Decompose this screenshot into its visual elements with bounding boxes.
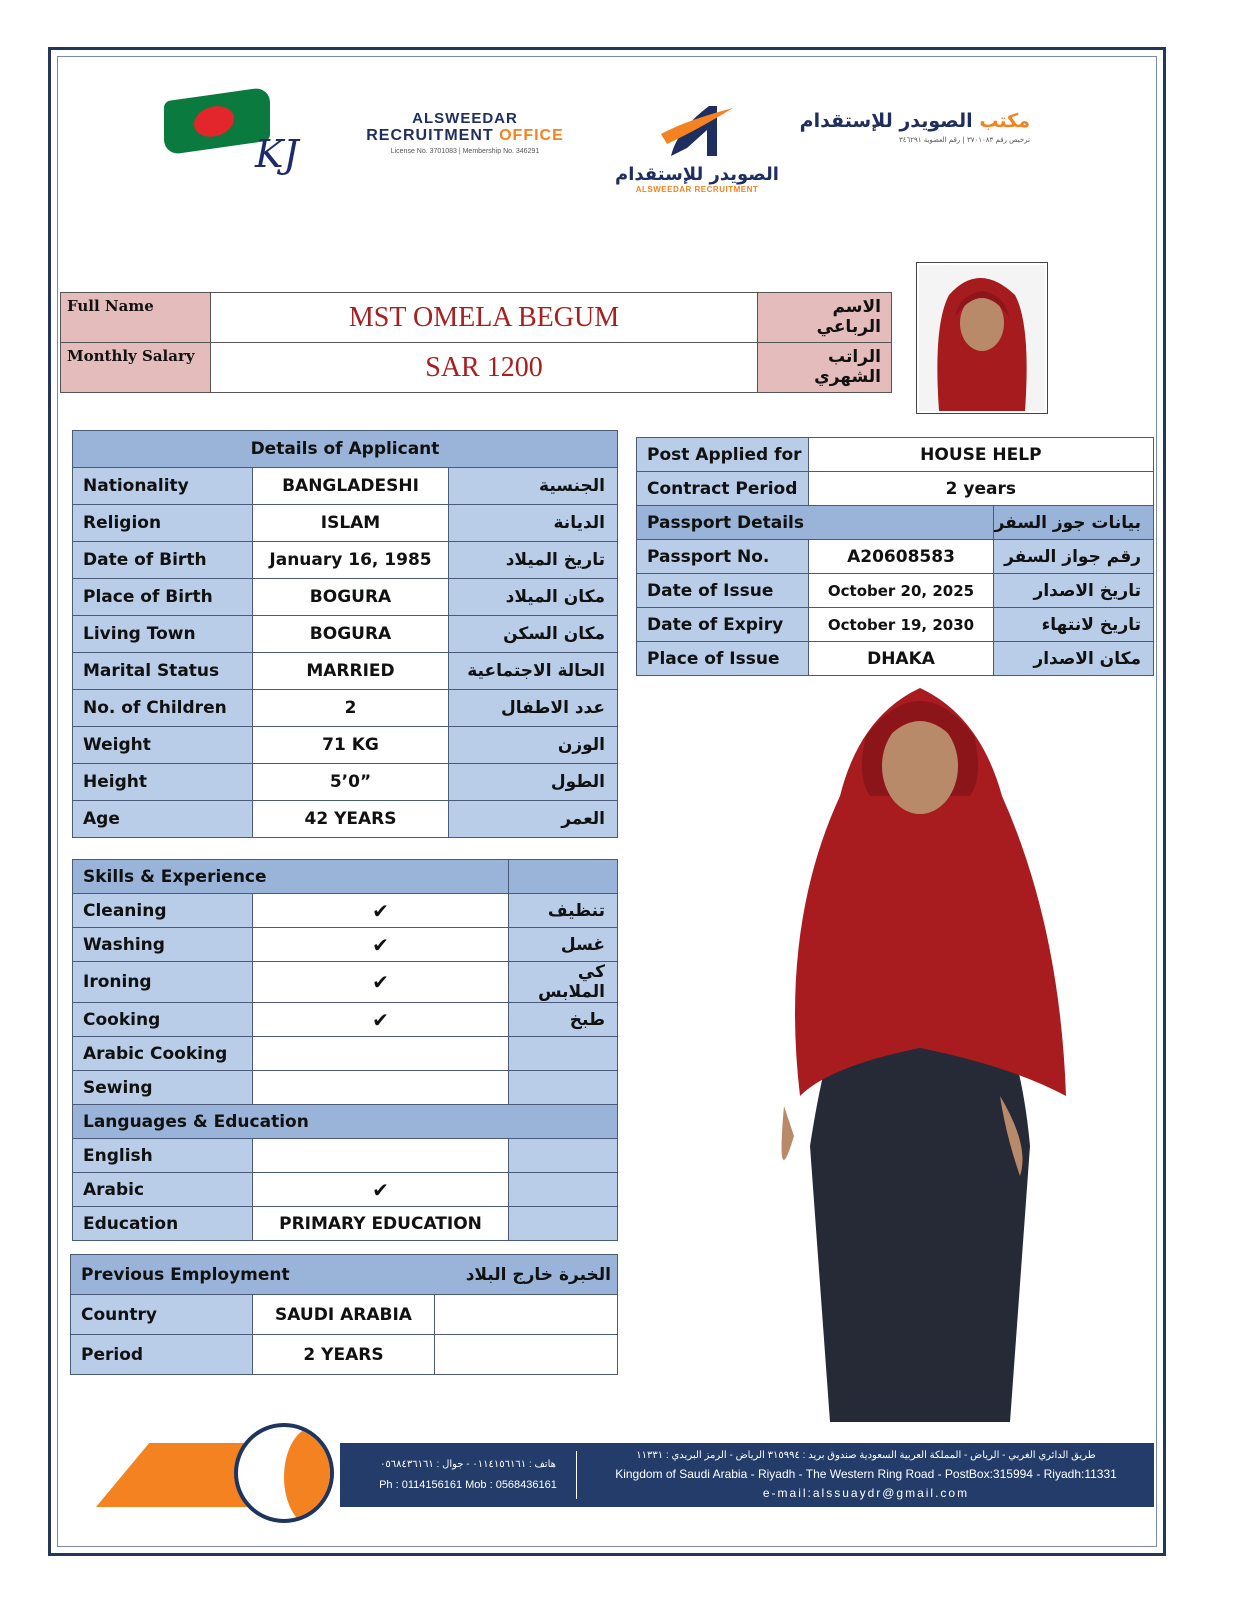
- table-row: [637, 506, 1154, 540]
- row-arabic-label: الجنسية: [449, 468, 618, 505]
- footer-address-english: Kingdom of Saudi Arabia - Riyadh - The Western Ring Road - PostBox:315994 - Riyadh:11331: [615, 1467, 1117, 1481]
- row-arabic-label: تاريخ لانتهاء: [994, 608, 1154, 642]
- kj-logo: KJ: [255, 132, 299, 176]
- footer-address: [586, 1446, 1146, 1503]
- employment-label: Country: [71, 1295, 253, 1335]
- row-value: 2: [253, 690, 449, 727]
- row-label: Nationality: [73, 468, 253, 505]
- employment-value: SAUDI ARABIA: [253, 1295, 435, 1335]
- table-row: [73, 579, 618, 616]
- row-arabic-label: تاريخ الميلاد: [449, 542, 618, 579]
- table-row: [73, 653, 618, 690]
- table-row: [73, 1037, 618, 1071]
- footer-logo-circle-icon: [234, 1423, 334, 1523]
- table-row: [73, 616, 618, 653]
- arabic-logo-title-a: مكتب: [979, 110, 1030, 132]
- row-label: Religion: [73, 505, 253, 542]
- table-row: [71, 1295, 618, 1335]
- skill-arabic-label: [509, 1037, 618, 1071]
- office-logo: [360, 110, 570, 155]
- employment-label: Period: [71, 1335, 253, 1375]
- footer-address-arabic: طريق الدائري الغربي - الرياض - المملكة العربية السعودية صندوق بريد : ٣١٥٩٩٤ الرياض - الرمز البريدي : ١١٣٣١: [636, 1450, 1096, 1461]
- center-logo-arabic: الصويدر للإستقدام: [615, 164, 779, 185]
- table-row: [73, 1173, 618, 1207]
- row-value: 71 KG: [253, 727, 449, 764]
- table-row: [73, 542, 618, 579]
- row-arabic-label: مكان السكن: [449, 616, 618, 653]
- salary-arabic-label: الراتب الشهري: [758, 343, 892, 393]
- row-value: BOGURA: [253, 579, 449, 616]
- table-row: [73, 690, 618, 727]
- table-row: [637, 608, 1154, 642]
- row-label: Marital Status: [73, 653, 253, 690]
- passport-details-arabic-title: بيانات جوز السفر: [994, 506, 1154, 540]
- row-label: Height: [73, 764, 253, 801]
- skill-label: Ironing: [73, 962, 253, 1003]
- center-logo: [612, 100, 782, 200]
- arabic-logo-license: ترخيص رقم ٣٧٠١٠٨٣ | رقم العضوية ٣٤٦٢٩١: [898, 136, 1030, 144]
- row-label: Age: [73, 801, 253, 838]
- arabic-logo: [790, 110, 1030, 144]
- employment-title-row: [71, 1255, 618, 1295]
- full-body-photo: [770, 676, 1070, 1422]
- skill-arabic-label: غسل: [509, 928, 618, 962]
- row-value: MARRIED: [253, 653, 449, 690]
- employment-table: [70, 1254, 618, 1375]
- row-arabic-label: العمر: [449, 801, 618, 838]
- row-value: BANGLADESHI: [253, 468, 449, 505]
- language-blank: [509, 1139, 618, 1173]
- employment-blank: [435, 1295, 618, 1335]
- skills-title-blank: [509, 860, 618, 894]
- arabic-logo-title-b: الصويدر للإستقدام: [799, 110, 973, 132]
- table-row: [73, 1207, 618, 1241]
- office-logo-subtitle: [360, 127, 570, 145]
- row-arabic-label: الديانة: [449, 505, 618, 542]
- a-letter-icon: [657, 100, 737, 160]
- employment-title: Previous Employment: [81, 1264, 290, 1285]
- table-row: [73, 764, 618, 801]
- footer: [58, 1443, 1154, 1507]
- row-label: Place of Birth: [73, 579, 253, 616]
- row-arabic-label: الطول: [449, 764, 618, 801]
- flag-disc: [194, 104, 234, 140]
- table-row: [73, 962, 618, 1003]
- skill-label: Cleaning: [73, 894, 253, 928]
- table-row: [73, 1071, 618, 1105]
- row-value: BOGURA: [253, 616, 449, 653]
- table-row: [73, 505, 618, 542]
- footer-divider: [576, 1451, 577, 1499]
- row-label: Living Town: [73, 616, 253, 653]
- skills-title: Skills & Experience: [73, 860, 509, 894]
- skill-arabic-label: تنظيف: [509, 894, 618, 928]
- full-name-value: MST OMELA BEGUM: [211, 293, 758, 343]
- salary-label: Monthly Salary: [61, 343, 211, 393]
- table-row: [637, 540, 1154, 574]
- row-label: Weight: [73, 727, 253, 764]
- skill-label: Cooking: [73, 1003, 253, 1037]
- row-arabic-label: الوزن: [449, 727, 618, 764]
- row-value: October 20, 2025: [808, 574, 994, 608]
- row-label: Passport No.: [637, 540, 809, 574]
- table-row: [637, 438, 1154, 472]
- table-row: [73, 468, 618, 505]
- check-icon: ✔: [253, 962, 509, 1003]
- check-icon: ✔: [253, 894, 509, 928]
- row-label: Date of Issue: [637, 574, 809, 608]
- table-row: [637, 642, 1154, 676]
- footer-contact-bar: [340, 1443, 1154, 1507]
- salary-value: SAR 1200: [211, 343, 758, 393]
- row-arabic-label: تاريخ الاصدار: [994, 574, 1154, 608]
- row-value: A20608583: [808, 540, 994, 574]
- table-row: [73, 928, 618, 962]
- contract-label: Contract Period: [637, 472, 809, 506]
- language-blank: [509, 1173, 618, 1207]
- employment-arabic-title: الخبرة خارج البلاد: [465, 1264, 611, 1285]
- post-value: HOUSE HELP: [808, 438, 1153, 472]
- table-row: [73, 1003, 618, 1037]
- footer-phone-english: Ph : 0114156161 Mob : 0568436161: [379, 1479, 557, 1491]
- office-logo-license: License No. 3701083 | Membership No. 346291: [390, 148, 540, 155]
- name-table: [60, 292, 892, 393]
- row-arabic-label: رقم جواز السفر: [994, 540, 1154, 574]
- row-value: October 19, 2030: [808, 608, 994, 642]
- row-label: Place of Issue: [637, 642, 809, 676]
- table-row: [71, 1335, 618, 1375]
- table-row: [73, 801, 618, 838]
- check-icon: ✔: [253, 1003, 509, 1037]
- skill-label: Arabic Cooking: [73, 1037, 253, 1071]
- skill-label: Sewing: [73, 1071, 253, 1105]
- footer-phone: [370, 1455, 566, 1495]
- row-value: DHAKA: [808, 642, 994, 676]
- office-logo-subtitle-a: RECRUITMENT: [366, 127, 494, 144]
- footer-email: e-mail:alssuaydr@gmail.com: [762, 1486, 970, 1500]
- full-name-label: Full Name: [61, 293, 211, 343]
- check-icon: ✔: [253, 1173, 509, 1207]
- language-label: Arabic: [73, 1173, 253, 1207]
- passport-photo: [916, 262, 1048, 414]
- row-arabic-label: مكان الاصدار: [994, 642, 1154, 676]
- applicant-details-table: [72, 430, 618, 838]
- table-row: [637, 472, 1154, 506]
- skill-arabic-label: [509, 1071, 618, 1105]
- check-icon: ✔: [253, 928, 509, 962]
- table-row: [73, 894, 618, 928]
- skill-value: [253, 1037, 509, 1071]
- language-value: [253, 1139, 509, 1173]
- table-row: [73, 727, 618, 764]
- passport-table: [636, 437, 1154, 676]
- education-blank: [509, 1207, 618, 1241]
- skill-label: Washing: [73, 928, 253, 962]
- education-value: PRIMARY EDUCATION: [253, 1207, 509, 1241]
- office-logo-subtitle-b: OFFICE: [499, 127, 564, 144]
- education-label: Education: [73, 1207, 253, 1241]
- skill-arabic-label: طبخ: [509, 1003, 618, 1037]
- center-logo-english: ALSWEEDAR RECRUITMENT: [635, 185, 759, 194]
- skills-table: [72, 859, 618, 1241]
- skill-arabic-label: كي الملابس: [509, 962, 618, 1003]
- employment-blank: [435, 1335, 618, 1375]
- full-name-arabic-label: الاسم الرباعي: [758, 293, 892, 343]
- row-arabic-label: عدد الاطفال: [449, 690, 618, 727]
- office-logo-name: ALSWEEDAR: [412, 110, 518, 127]
- languages-title: Languages & Education: [73, 1105, 618, 1139]
- row-arabic-label: مكان الميلاد: [449, 579, 618, 616]
- row-value: 42 YEARS: [253, 801, 449, 838]
- footer-phone-arabic: هاتف : ٠١١٤١٥٦١٦١ - جوال : ٠٥٦٨٤٣٦١٦١: [380, 1459, 556, 1470]
- post-label: Post Applied for: [637, 438, 809, 472]
- row-value: 5’0”: [253, 764, 449, 801]
- skill-value: [253, 1071, 509, 1105]
- row-arabic-label: الحالة الاجتماعية: [449, 653, 618, 690]
- employment-value: 2 YEARS: [253, 1335, 435, 1375]
- table-row: [637, 574, 1154, 608]
- language-label: English: [73, 1139, 253, 1173]
- row-label: No. of Children: [73, 690, 253, 727]
- row-label: Date of Birth: [73, 542, 253, 579]
- contract-value: 2 years: [808, 472, 1153, 506]
- passport-details-title: Passport Details: [637, 506, 994, 540]
- row-value: January 16, 1985: [253, 542, 449, 579]
- row-value: ISLAM: [253, 505, 449, 542]
- details-title: Details of Applicant: [73, 431, 618, 468]
- arabic-logo-title: [790, 110, 1030, 132]
- row-label: Date of Expiry: [637, 608, 809, 642]
- table-row: [73, 1139, 618, 1173]
